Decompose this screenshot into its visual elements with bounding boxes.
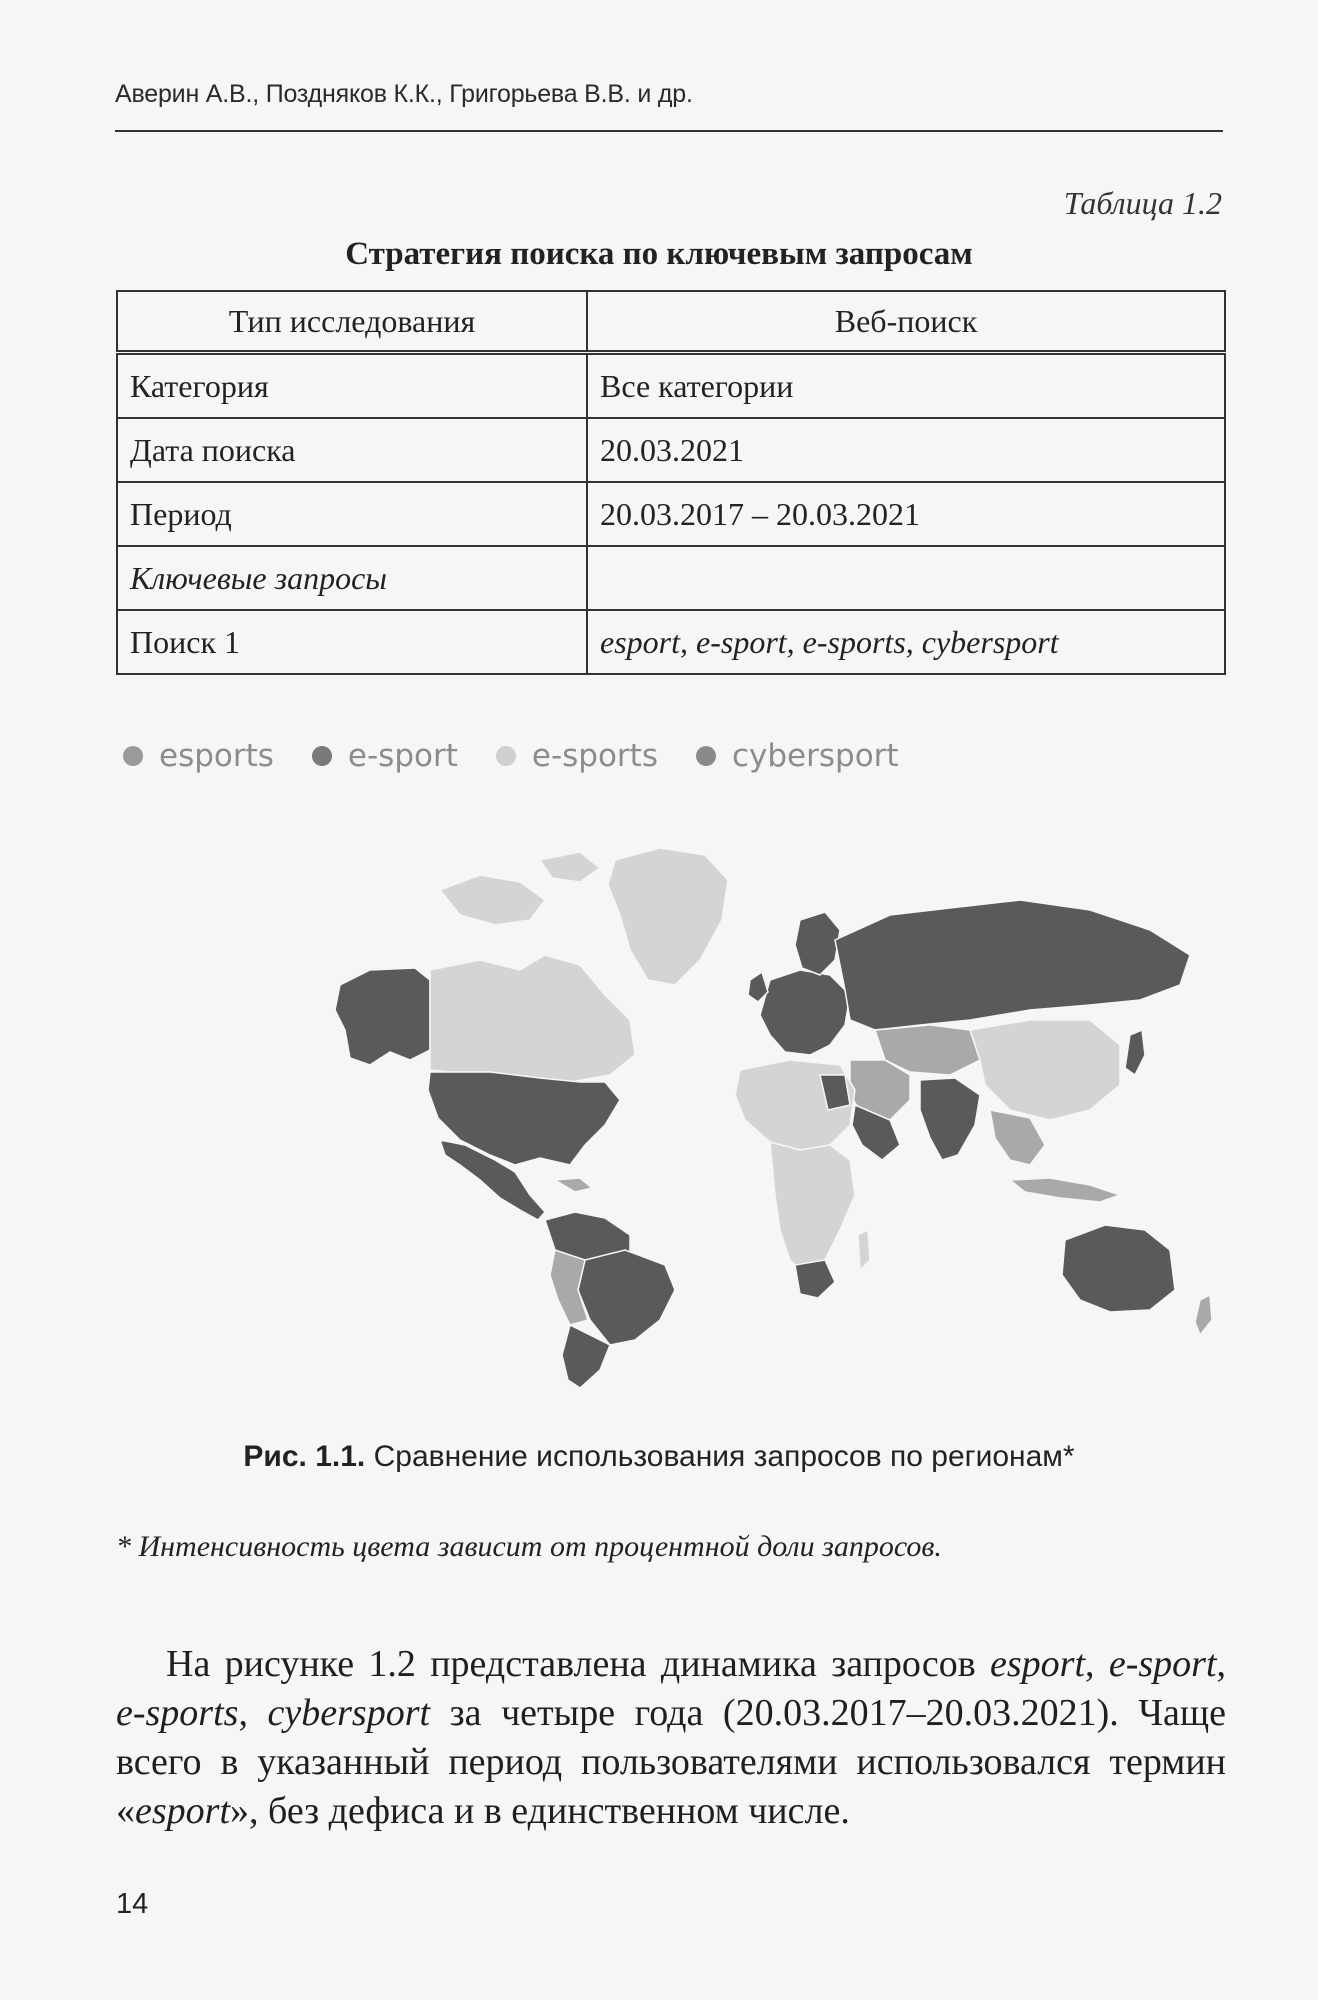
running-head-authors: Аверин А.В., Поздняков К.К., Григорьева В.В. и др. (115, 80, 693, 108)
body-text-run: , (1216, 1643, 1227, 1685)
table-cell: Период (117, 482, 587, 546)
map-region-alaska (335, 968, 430, 1065)
table-title: Стратегия поиска по ключевым запросам (345, 236, 973, 272)
page-number: 14 (116, 1888, 149, 1920)
legend-dot-icon (496, 746, 516, 766)
table-cell: esport, e-sport, e-sports, cybersport (587, 610, 1225, 674)
header-rule (115, 130, 1223, 132)
map-region-central-africa (770, 1142, 855, 1275)
map-region-russia (835, 900, 1190, 1030)
map-region-greenland (608, 848, 728, 985)
body-term: e-sports (116, 1692, 239, 1734)
table-cell (587, 546, 1225, 610)
world-map-svg (330, 820, 1230, 1390)
legend-item-e-sport (312, 738, 458, 774)
legend-dot-icon (696, 746, 716, 766)
map-region-southeast-asia (990, 1110, 1045, 1165)
table-row (117, 546, 1225, 610)
body-text-run: , (238, 1692, 268, 1734)
body-paragraph (116, 1640, 1226, 1836)
body-text-run: На рисунке 1.2 представлена динамика запросов (166, 1643, 991, 1685)
figure-caption-text: Сравнение использования запросов по регионам* (365, 1440, 1075, 1473)
table-cell: Все категории (587, 353, 1225, 419)
map-region-south-africa (795, 1260, 835, 1298)
map-region-india (920, 1078, 980, 1160)
map-region-japan (1125, 1030, 1145, 1075)
body-term: e-sport (1108, 1643, 1217, 1685)
table-cell: 20.03.2017 – 20.03.2021 (587, 482, 1225, 546)
map-region-canada (430, 955, 635, 1082)
table-cell: Категория (117, 353, 587, 419)
legend-label: e-sport (347, 738, 458, 774)
table-row (117, 482, 1225, 546)
figure-caption-label: Рис. 1.1. (243, 1440, 366, 1473)
map-region-china (970, 1020, 1120, 1120)
table-cell: 20.03.2021 (587, 418, 1225, 482)
table-header-cell: Тип исследования (117, 291, 587, 353)
map-region-indonesia (1010, 1178, 1120, 1202)
table-cell: Дата поиска (117, 418, 587, 482)
map-region-madagascar (858, 1230, 870, 1270)
body-term: esport (135, 1790, 230, 1832)
map-region-brazil (578, 1250, 675, 1345)
legend-item-e-sports (496, 738, 658, 774)
legend-item-esports (123, 738, 274, 774)
body-term: esport (990, 1643, 1086, 1685)
map-region-australia (1062, 1225, 1175, 1312)
map-region-scandinavia (795, 912, 840, 975)
body-term: cybersport (267, 1692, 431, 1734)
body-text-run: », без дефиса и в единственном числе. (230, 1790, 850, 1832)
map-region-caribbean (555, 1178, 592, 1192)
map-region-europe (760, 970, 850, 1055)
map-region-new-zealand (1195, 1295, 1212, 1335)
figure-caption (0, 1440, 1318, 1474)
table-row (117, 353, 1225, 419)
body-text-run: , (1085, 1643, 1109, 1685)
table-cell: Ключевые запросы (117, 546, 587, 610)
legend-dot-icon (123, 746, 143, 766)
table-cell: Поиск 1 (117, 610, 587, 674)
legend-label: e-sports (531, 738, 658, 774)
figure-footnote: * Интенсивность цвета зависит от процентной доли запросов. (116, 1530, 942, 1563)
legend-label: esports (159, 738, 274, 774)
world-map (330, 820, 1230, 1390)
table-header-cell: Веб-поиск (587, 291, 1225, 353)
legend-dot-icon (312, 746, 332, 766)
table-row (117, 610, 1225, 674)
table-row (117, 418, 1225, 482)
legend-item-cybersport (696, 738, 899, 774)
search-strategy-table (116, 290, 1226, 675)
map-legend (123, 738, 899, 774)
map-region-arctic-islands (440, 852, 600, 925)
table-label: Таблица 1.2 (1063, 185, 1222, 221)
table-header-row (117, 291, 1225, 353)
legend-label: cybersport (731, 738, 899, 774)
body-text-run: за четыре года (20.03.2017–20.03.2021). Чаще всего в указанный период пользователями использовался термин « (116, 1692, 1227, 1832)
